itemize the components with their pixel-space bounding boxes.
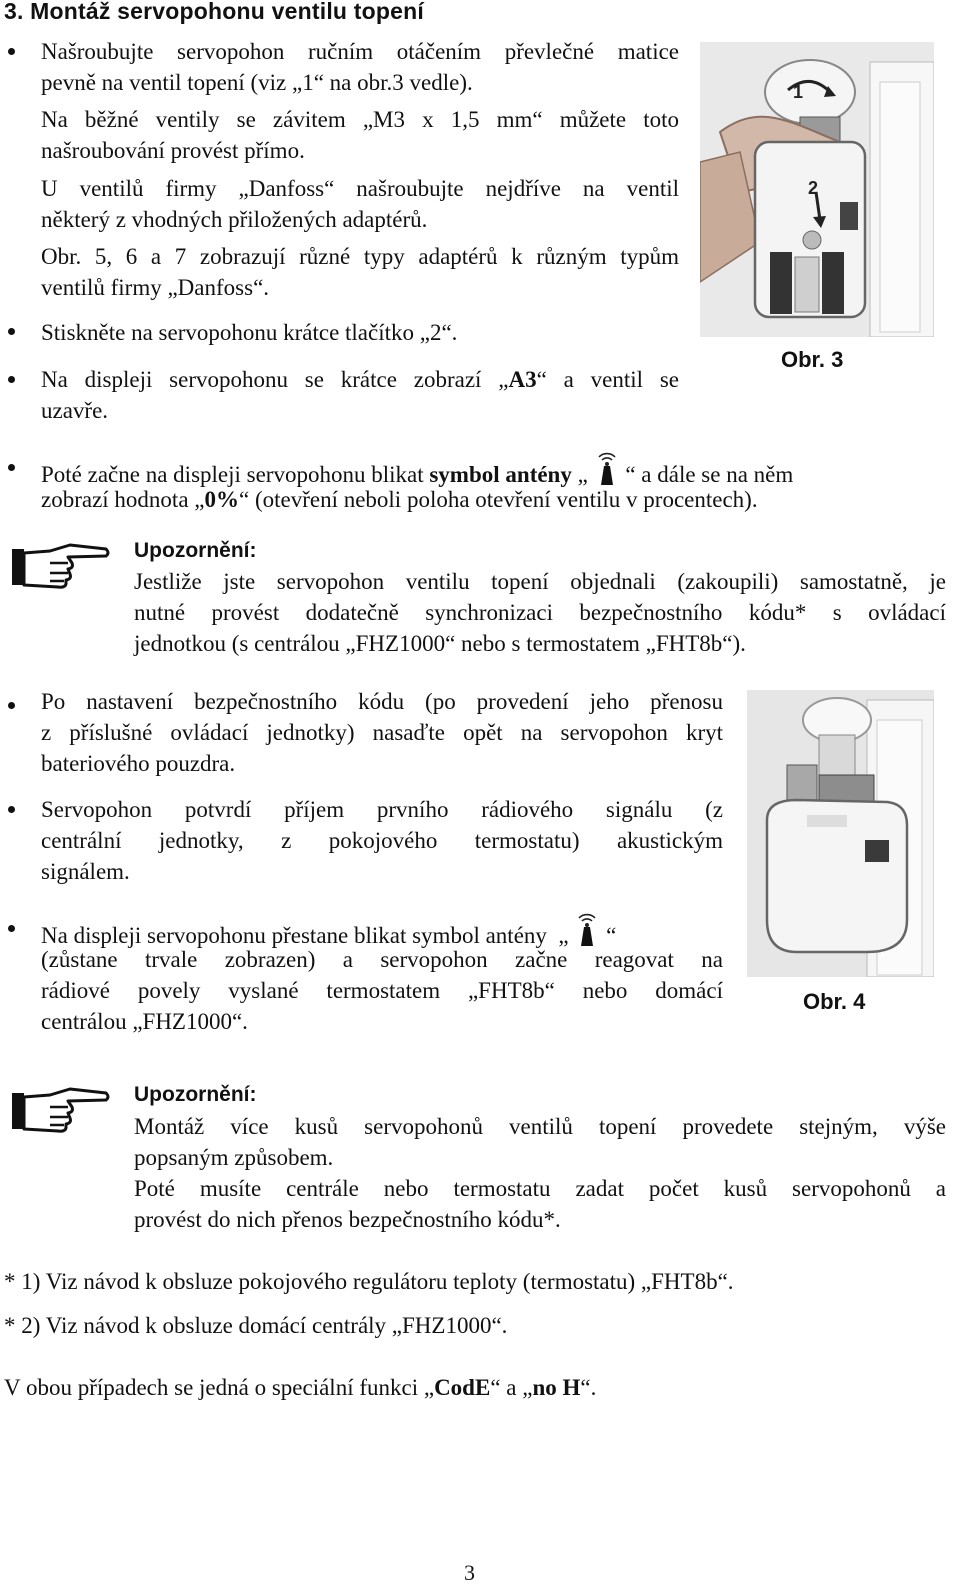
- text-line: pevně na ventil topení (viz „1“ na obr.3 vedle).: [41, 70, 473, 95]
- text-line: uzavře.: [41, 398, 109, 423]
- bullet-dot: [8, 48, 15, 55]
- text-line: centrální jednotky, z pokojového termostatu) akustickým: [41, 828, 723, 853]
- figure-marker-2: 2: [808, 178, 819, 198]
- text-line: signálem.: [41, 859, 130, 884]
- text-line: Na displeji servopohonu se krátce zobrazí „A3“ a ventil se: [41, 367, 679, 392]
- note-line: popsaným způsobem.: [134, 1145, 334, 1170]
- note-line: nutné provést dodatečně synchronizaci bezpečnostního kódu* s ovládací: [134, 600, 946, 625]
- footnote-3: V obou případech se jedná o speciální funkci „CodE“ a „no H“.: [4, 1375, 597, 1400]
- pointing-hand-icon: [10, 1085, 110, 1141]
- bullet-dot: [8, 328, 15, 335]
- figure-4-caption: Obr. 4: [803, 989, 866, 1014]
- page-number: 3: [464, 1560, 475, 1585]
- bullet-dot: [8, 376, 15, 383]
- text-line: Stiskněte na servopohonu krátce tlačítko „2“.: [41, 320, 458, 345]
- note-line: provést do nich přenos bezpečnostního kódu*.: [134, 1207, 561, 1232]
- note-line: Jestliže jste servopohon ventilu topení objednali (zakoupili) samostatně, je: [134, 569, 946, 594]
- text-line: z příslušné ovládací jednotky) nasaďte opět na servopohon kryt: [41, 720, 723, 745]
- text-line: Na displeji servopohonu přestane blikat symbol antény „ “: [41, 913, 616, 955]
- text-line: ventilů firmy „Danfoss“.: [41, 275, 270, 300]
- figure-marker-1: 1: [793, 82, 804, 102]
- footnote-2: * 2) Viz návod k obsluze domácí centrály „FHZ1000“.: [4, 1313, 508, 1338]
- footnote-1: * 1) Viz návod k obsluze pokojového regulátoru teploty (termostatu) „FHT8b“.: [4, 1269, 734, 1294]
- text-line: (zůstane trvale zobrazen) a servopohon začne reagovat na: [41, 947, 723, 972]
- bullet-dot: [8, 925, 15, 932]
- figure-4-illustration: [747, 690, 934, 977]
- note-line: Montáž více kusů servopohonů ventilů topení provedete stejným, výše: [134, 1114, 946, 1139]
- note-title: Upozornění:: [134, 539, 257, 562]
- figure-4-photo: [747, 690, 934, 977]
- figure-3-caption: Obr. 3: [781, 347, 844, 372]
- text-line: Servopohon potvrdí příjem prvního rádiového signálu (z: [41, 797, 723, 822]
- text-line: našroubování provést přímo.: [41, 138, 305, 163]
- figure-3-photo: [700, 42, 934, 337]
- page-title: 3. Montáž servopohonu ventilu topení: [4, 0, 424, 24]
- text-line: rádiové povely vyslané termostatem „FHT8b“ nebo domácí: [41, 978, 723, 1003]
- text-line: Na běžné ventily se závitem „M3 x 1,5 mm“ můžete toto: [41, 107, 679, 132]
- note-line: Poté musíte centrále nebo termostatu zadat počet kusů servopohonů a: [134, 1176, 946, 1201]
- text-line: U ventilů firmy „Danfoss“ našroubujte nejdříve na ventil: [41, 176, 679, 201]
- text-line: Poté začne na displeji servopohonu blikat symbol antény „ “ a dále se na něm: [41, 452, 941, 494]
- pointing-hand-icon: [10, 541, 110, 597]
- bullet-dot: [8, 702, 15, 709]
- figure-3-illustration: [700, 42, 934, 337]
- text-line: některý z vhodných přiložených adaptérů.: [41, 207, 428, 232]
- text-line: bateriového pouzdra.: [41, 751, 236, 776]
- note-title: Upozornění:: [134, 1083, 257, 1106]
- text-line: Obr. 5, 6 a 7 zobrazují různé typy adaptérů k různým typům: [41, 244, 679, 269]
- bullet-dot: [8, 464, 15, 471]
- note-line: jednotkou (s centrálou „FHZ1000“ nebo s termostatem „FHT8b“).: [134, 631, 746, 656]
- bullet-dot: [8, 806, 15, 813]
- text-line: zobrazí hodnota „0%“ (otevření neboli poloha otevření ventilu v procentech).: [41, 487, 758, 512]
- text-line: Našroubujte servopohon ručním otáčením převlečné matice: [41, 39, 679, 64]
- text-line: centrálou „FHZ1000“.: [41, 1009, 248, 1034]
- text-line: Po nastavení bezpečnostního kódu (po provedení jeho přenosu: [41, 689, 723, 714]
